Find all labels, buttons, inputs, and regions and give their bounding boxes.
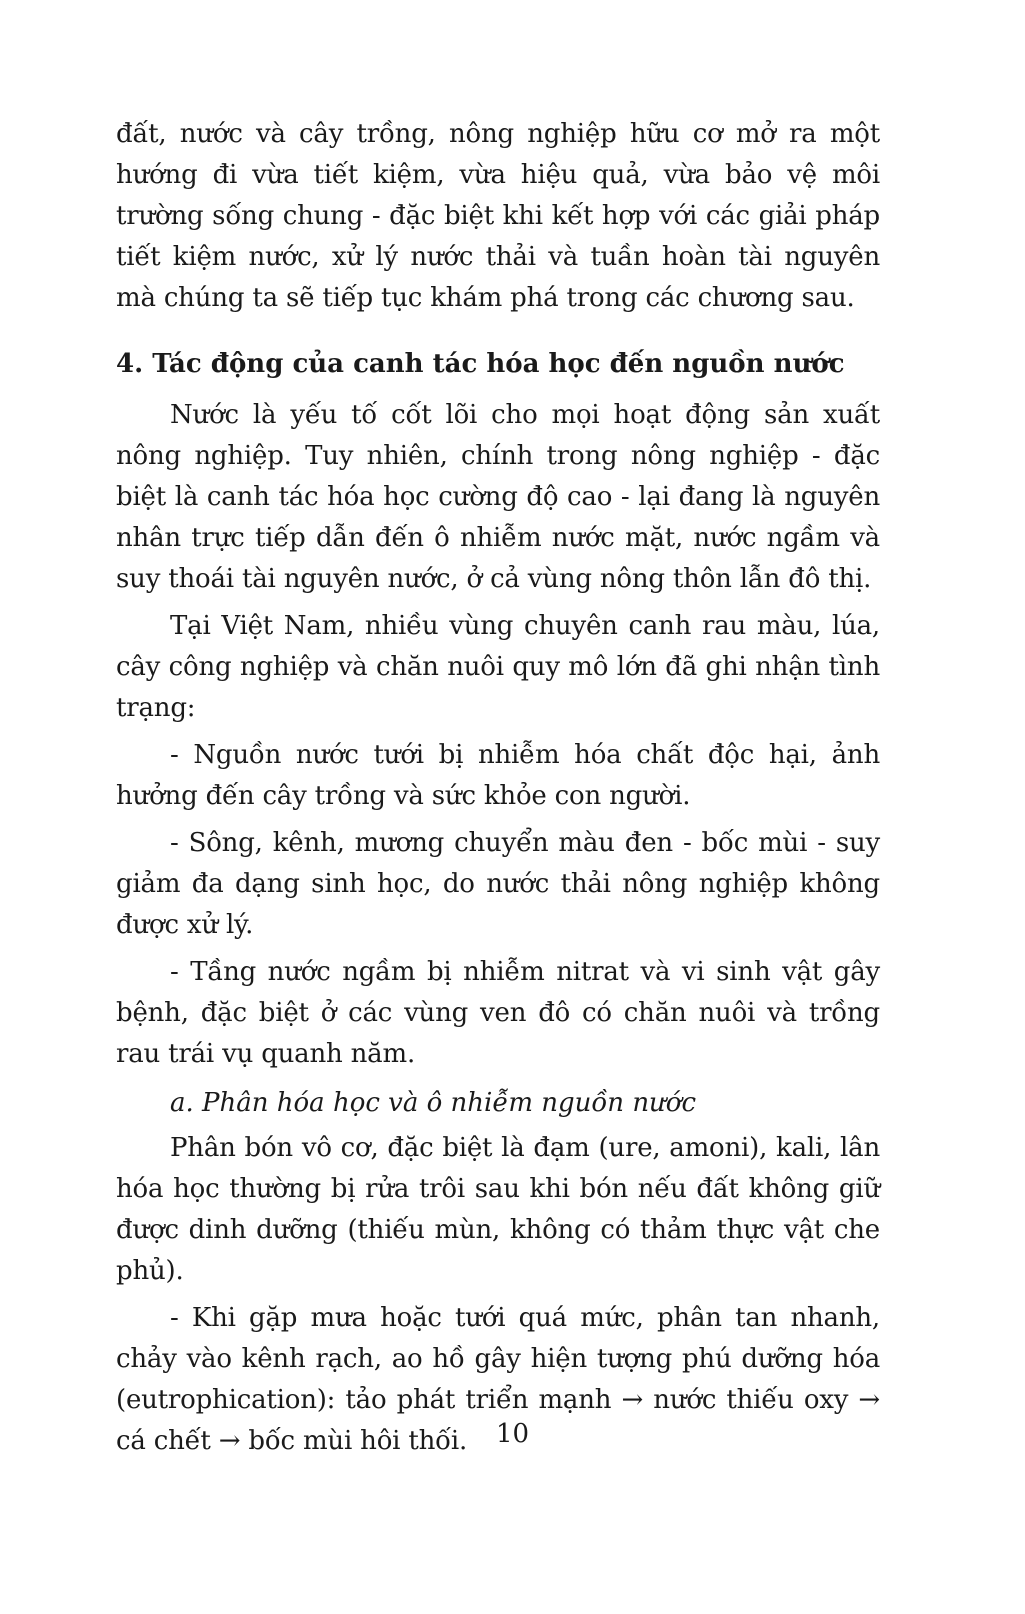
- bullet-irrigation-water: - Nguồn nước tưới bị nhiễm hóa chất độc hại, ảnh hưởng đến cây trồng và sức khỏe con người.: [116, 740, 880, 811]
- page-body: [116, 114, 880, 1462]
- paragraph-water-core: Nước là yếu tố cốt lõi cho mọi hoạt động sản xuất nông nghiệp. Tuy nhiên, chính trong nông nghiệp - đặc biệt là canh tác hóa học cường độ cao - lại đang là nguyên nhân trực tiếp dẫn đến ô nhiễm nước mặt, nước ngầm và suy thoái tài nguyên nước, ở cả vùng nông thôn lẫn đô thị.: [116, 400, 880, 594]
- intro-paragraph: đất, nước và cây trồng, nông nghiệp hữu cơ mở ra một hướng đi vừa tiết kiệm, vừa hiệu quả, vừa bảo vệ môi trường sống chung - đặc biệt khi kết hợp với các giải pháp tiết kiệm nước, xử lý nước thải và tuần hoàn tài nguyên mà chúng ta sẽ tiếp tục khám phá trong các chương sau.: [116, 119, 880, 313]
- bullet-groundwater: - Tầng nước ngầm bị nhiễm nitrat và vi sinh vật gây bệnh, đặc biệt ở các vùng ven đô có chăn nuôi và trồng rau trái vụ quanh năm.: [116, 957, 880, 1069]
- bullet-eutrophication: - Khi gặp mưa hoặc tưới quá mức, phân tan nhanh, chảy vào kênh rạch, ao hồ gây hiện tượng phú dưỡng hóa (eutrophication): tảo phát triển mạnh → nước thiếu oxy → cá chết → bốc mùi hôi thối.: [116, 1303, 880, 1456]
- bullet-rivers-canals: - Sông, kênh, mương chuyển màu đen - bốc mùi - suy giảm đa dạng sinh học, do nước thải nông nghiệp không được xử lý.: [116, 828, 880, 940]
- section-heading: 4. Tác động của canh tác hóa học đến nguồn nước: [116, 349, 845, 379]
- paragraph-fertilizer: Phân bón vô cơ, đặc biệt là đạm (ure, amoni), kali, lân hóa học thường bị rửa trôi sau khi bón nếu đất không giữ được dinh dưỡng (thiếu mùn, không có thảm thực vật che phủ).: [116, 1133, 880, 1286]
- paragraph-vietnam-situation: Tại Việt Nam, nhiều vùng chuyên canh rau màu, lúa, cây công nghiệp và chăn nuôi quy mô lớn đã ghi nhận tình trạng:: [116, 611, 880, 723]
- subsection-heading: a. Phân hóa học và ô nhiễm nguồn nước: [170, 1088, 697, 1118]
- page-number: 10: [495, 1419, 530, 1449]
